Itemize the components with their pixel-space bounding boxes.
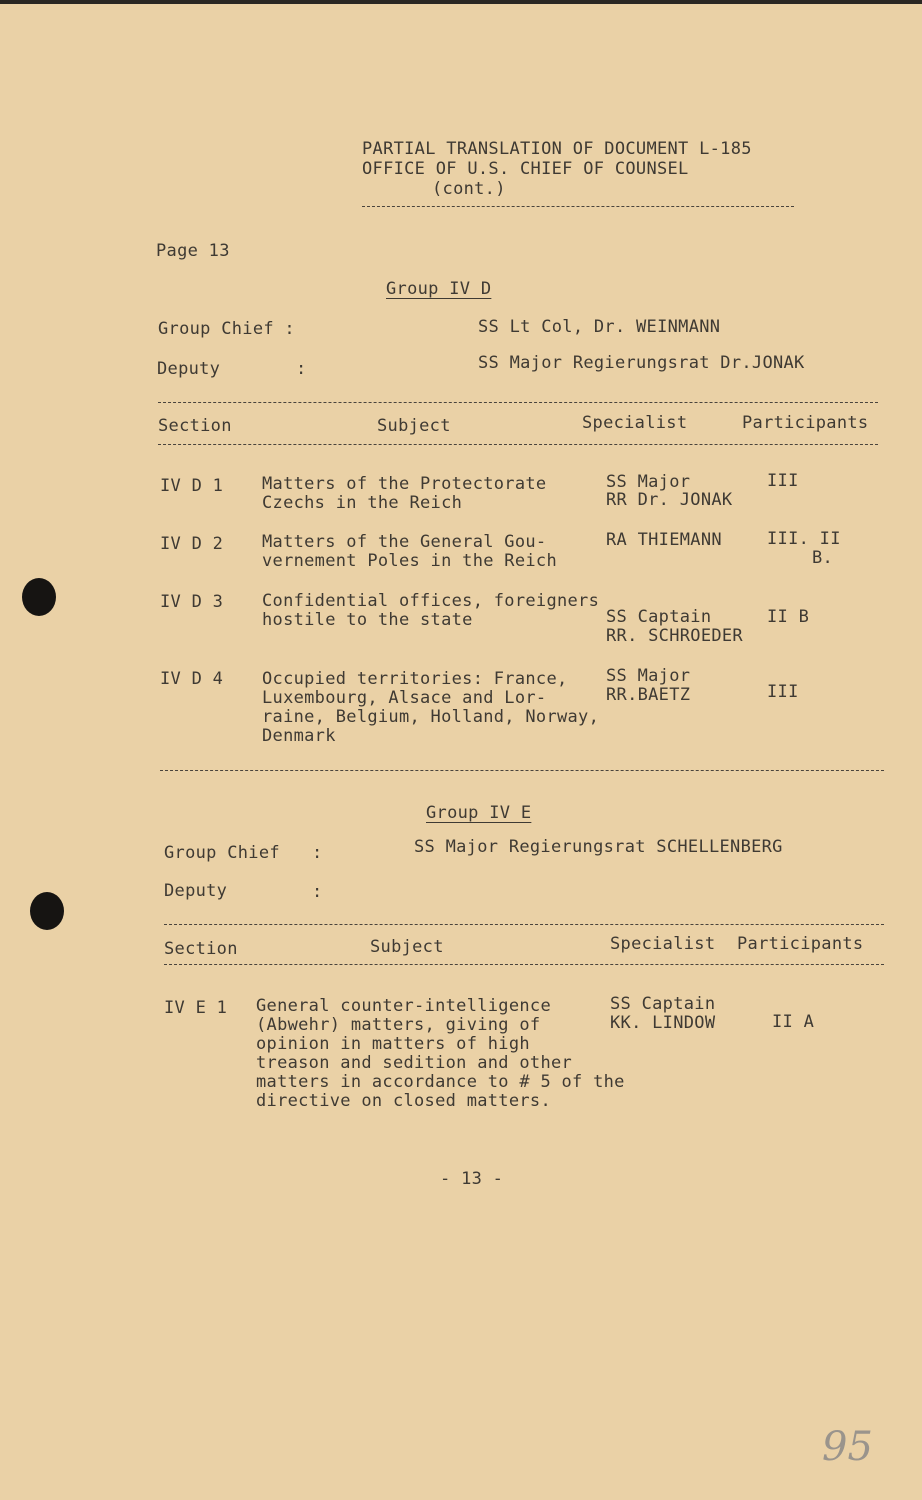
group-iv-d-deputy-label: Deputy xyxy=(157,359,221,379)
table-row-participants: III xyxy=(767,471,799,491)
col-header-subject: Subject xyxy=(370,937,444,957)
col-header-participants: Participants xyxy=(737,934,864,954)
header-title: PARTIAL TRANSLATION OF DOCUMENT L-185 xyxy=(362,139,752,159)
header-divider xyxy=(362,206,794,207)
table-row-subject: Confidential offices, foreigners xyxy=(262,591,600,611)
page-number: - 13 - xyxy=(440,1169,504,1189)
section-divider xyxy=(160,770,884,771)
punch-hole xyxy=(30,892,64,930)
table-iv-e-header-rule xyxy=(164,964,884,965)
table-row-subject: Czechs in the Reich xyxy=(262,493,463,513)
col-header-subject: Subject xyxy=(377,416,451,436)
table-row-subject: hostile to the state xyxy=(262,610,473,630)
table-row-subject: Denmark xyxy=(262,726,336,746)
table-iv-d-header-rule xyxy=(158,444,878,445)
table-row-subject: (Abwehr) matters, giving of xyxy=(256,1015,541,1035)
table-row-subject: opinion in matters of high xyxy=(256,1034,530,1054)
header-office: OFFICE OF U.S. CHIEF OF COUNSEL xyxy=(362,159,689,179)
group-iv-e-chief-label: Group Chief xyxy=(164,843,280,863)
table-row-subject: Matters of the General Gou- xyxy=(262,532,547,552)
col-header-specialist: Specialist xyxy=(582,413,688,433)
punch-hole xyxy=(22,578,56,616)
table-row-subject: matters in accordance to # 5 of the xyxy=(256,1072,625,1092)
group-iv-e-title: Group IV E xyxy=(426,803,532,823)
table-row-specialist: SS Major xyxy=(606,472,691,492)
document-page xyxy=(0,4,922,1500)
table-row-section: IV D 3 xyxy=(160,592,224,612)
table-row-subject: raine, Belgium, Holland, Norway, xyxy=(262,707,600,727)
table-row-participants: III. II xyxy=(767,529,841,549)
table-row-participants: III xyxy=(767,682,799,702)
page-label: Page 13 xyxy=(156,241,230,261)
group-iv-d-chief-label: Group Chief : xyxy=(158,319,295,339)
group-iv-d-deputy-colon: : xyxy=(296,359,307,379)
table-row-specialist: RR. SCHROEDER xyxy=(606,626,743,646)
table-row-specialist: RR Dr. JONAK xyxy=(606,490,733,510)
table-row-subject: Luxembourg, Alsace and Lor- xyxy=(262,688,547,708)
table-row-specialist: SS Captain xyxy=(606,607,712,627)
table-row-subject: vernement Poles in the Reich xyxy=(262,551,557,571)
table-row-specialist: KK. LINDOW xyxy=(610,1013,716,1033)
table-row-specialist: SS Captain xyxy=(610,994,716,1014)
table-row-participants: II A xyxy=(772,1012,815,1032)
group-iv-e-deputy-label: Deputy xyxy=(164,881,228,901)
group-iv-e-deputy-colon: : xyxy=(312,882,323,902)
table-row-participants: B. xyxy=(812,548,834,568)
group-iv-d-chief-name: SS Lt Col, Dr. WEINMANN xyxy=(478,317,721,337)
table-row-subject: Occupied territories: France, xyxy=(262,669,568,689)
group-iv-e-chief-name: SS Major Regierungsrat SCHELLENBERG xyxy=(414,837,783,857)
table-iv-d-top-rule xyxy=(158,402,878,403)
table-row-section: IV D 2 xyxy=(160,534,224,554)
group-iv-d-deputy-name: SS Major Regierungsrat Dr.JONAK xyxy=(478,353,805,373)
header-cont: (cont.) xyxy=(432,179,506,199)
table-iv-e-top-rule xyxy=(164,924,884,925)
handwritten-number: 95 xyxy=(822,1424,873,1470)
table-row-specialist: RA THIEMANN xyxy=(606,530,722,550)
col-header-section: Section xyxy=(164,939,238,959)
table-row-specialist: RR.BAETZ xyxy=(606,685,691,705)
col-header-participants: Participants xyxy=(742,414,869,433)
table-row-subject: treason and sedition and other xyxy=(256,1053,573,1073)
group-iv-e-chief-colon: : xyxy=(312,843,323,863)
table-row-subject: Matters of the Protectorate xyxy=(262,474,547,494)
group-iv-d-title: Group IV D xyxy=(386,279,492,299)
col-header-specialist: Specialist xyxy=(610,934,716,954)
table-row-section: IV D 1 xyxy=(160,476,224,496)
table-row-subject: General counter-intelligence xyxy=(256,996,551,1016)
table-row-participants: II B xyxy=(767,607,810,627)
table-row-subject: directive on closed matters. xyxy=(256,1091,551,1111)
table-row-section: IV E 1 xyxy=(164,998,228,1018)
col-header-section: Section xyxy=(158,416,232,436)
table-row-section: IV D 4 xyxy=(160,669,224,689)
table-row-specialist: SS Major xyxy=(606,666,691,686)
